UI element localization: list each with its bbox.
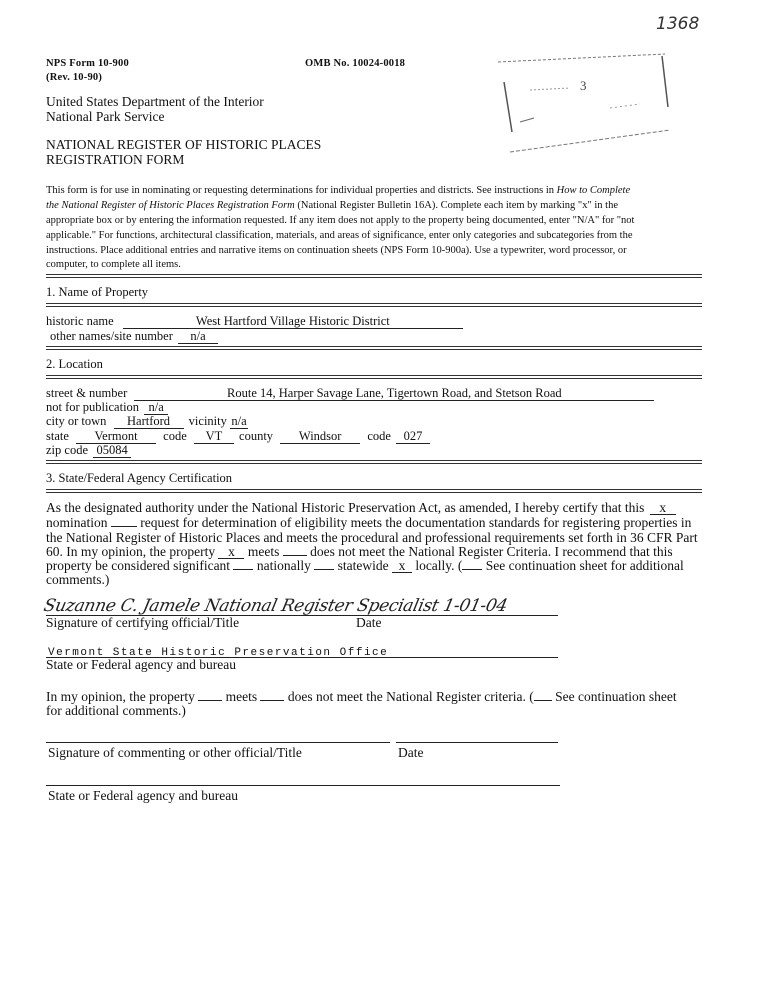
agency-field[interactable]: Vermont State Historic Preservation Office <box>48 647 389 659</box>
does-not-meet-blank[interactable] <box>283 555 307 556</box>
nationally-blank[interactable] <box>233 569 253 570</box>
zip-field[interactable]: 05084 <box>93 444 131 458</box>
instructions-line-6: computer, to complete all items. <box>46 259 181 270</box>
continuation-blank[interactable] <box>462 569 482 570</box>
cert-line-5: property be considered significant nationally statewide x locally. ( See continuation sheet for additional <box>46 558 684 573</box>
omb-number: OMB No. 10024-0018 <box>305 58 406 69</box>
divider <box>46 274 702 278</box>
page-number: 1368 <box>656 14 700 34</box>
zip-row: zip code 05084 <box>46 443 131 458</box>
cert-line-2: nomination request for determination of eligibility meets the documentation standards for registering properties in <box>46 515 692 530</box>
street-field[interactable]: Route 14, Harper Savage Lane, Tigertown Road, and Stetson Road <box>134 387 654 401</box>
certifying-signature-label: Signature of certifying official/Title <box>46 615 240 630</box>
historic-name-field[interactable]: West Hartford Village Historic District <box>123 315 463 329</box>
city-row: city or town Hartford vicinity n/a <box>46 414 247 428</box>
department: United States Department of the Interior <box>46 94 264 109</box>
received-stamp <box>490 52 680 157</box>
vicinity-field[interactable]: n/a <box>231 414 247 428</box>
divider <box>46 489 702 493</box>
instructions-line-2: the National Register of Historic Places Registration Form (National Register Bulletin 16A). Complete each item by marking "x" in the <box>46 200 618 211</box>
certifying-signature: Suzanne C. Jamele National Register Specialist 1-01-04 <box>41 596 510 616</box>
county-field[interactable]: Windsor <box>280 430 360 444</box>
certifying-date-label: Date <box>356 615 382 630</box>
opinion-line-1: In my opinion, the property meets does not meet the National Register criteria. ( See continuation sheet <box>46 689 677 704</box>
section-3-heading: 3. State/Federal Agency Certification <box>46 471 233 485</box>
divider <box>46 346 702 350</box>
commenting-date-label: Date <box>398 745 424 760</box>
cert-line-6: comments.) <box>46 572 110 587</box>
section-1-heading: 1. Name of Property <box>46 285 149 299</box>
instructions-line-4: applicable." For functions, architectural classification, materials, and areas of significance, enter only categories and subcategories from the <box>46 230 633 241</box>
opinion-meets-blank[interactable] <box>198 700 222 701</box>
divider <box>46 303 702 307</box>
form-subtitle: REGISTRATION FORM <box>46 152 185 167</box>
divider <box>46 375 702 379</box>
form-title: NATIONAL REGISTER OF HISTORIC PLACES <box>46 137 322 152</box>
stamp-mark: 3 <box>580 78 587 93</box>
locally-mark[interactable]: x <box>392 559 412 573</box>
property-meets-mark[interactable]: x <box>218 545 244 559</box>
agency2-line <box>46 785 560 786</box>
state-field[interactable]: Vermont <box>76 430 156 444</box>
stamp-outline-icon <box>490 52 680 157</box>
opinion-does-not-meet-blank[interactable] <box>260 700 284 701</box>
cert-line-1: As the designated authority under the National Historic Preservation Act, as amended, I hereby certify that this x <box>46 500 676 516</box>
divider <box>46 460 702 464</box>
historic-name-row: historic name West Hartford Village Historic District <box>46 314 463 329</box>
section-2-heading: 2. Location <box>46 357 103 371</box>
instructions-line-5: instructions. Place additional entries and narrative items on continuation sheets (NPS Form 10-900a). Use a typewriter, word processor, or <box>46 245 627 256</box>
other-names-field[interactable]: n/a <box>178 330 218 344</box>
cert-line-3: the National Register of Historic Places and meets the procedural and professional requirements set forth in 36 CFR Part <box>46 530 698 545</box>
agency-label: State or Federal agency and bureau <box>46 657 237 672</box>
street-row: street & number Route 14, Harper Savage Lane, Tigertown Road, and Stetson Road <box>46 386 654 401</box>
request-blank[interactable] <box>111 526 137 527</box>
opinion-continuation-blank[interactable] <box>534 700 552 701</box>
state-code-field[interactable]: VT <box>194 430 234 444</box>
form-revision: (Rev. 10-90) <box>46 72 103 83</box>
commenting-signature-line <box>46 742 390 743</box>
opinion-line-2: for additional comments.) <box>46 703 186 718</box>
not-for-publication-row: not for publication n/a <box>46 400 168 415</box>
county-code-field[interactable]: 027 <box>396 430 430 444</box>
not-for-publication-field[interactable]: n/a <box>144 401 168 415</box>
instructions-line-3: appropriate box or by entering the information requested. If any item does not apply to the property being documented, enter "N/A" for "not <box>46 215 635 226</box>
commenting-signature-label: Signature of commenting or other official/Title <box>48 745 302 760</box>
nomination-mark[interactable]: x <box>650 501 676 515</box>
cert-line-4: 60. In my opinion, the property x meets does not meet the National Register Criteria. I recommend that this <box>46 544 673 559</box>
instructions-line-1: This form is for use in nominating or requesting determinations for individual properties and districts. See instructions in How to Complete <box>46 185 631 196</box>
service: National Park Service <box>46 109 165 124</box>
city-field[interactable]: Hartford <box>114 415 184 429</box>
state-row: state Vermont code VT county Windsor code 027 <box>46 429 430 444</box>
form-number: NPS Form 10-900 <box>46 58 129 69</box>
other-names-row: other names/site number n/a <box>50 329 218 344</box>
commenting-date-line <box>396 742 558 743</box>
agency2-label: State or Federal agency and bureau <box>48 788 239 803</box>
statewide-blank[interactable] <box>314 569 334 570</box>
